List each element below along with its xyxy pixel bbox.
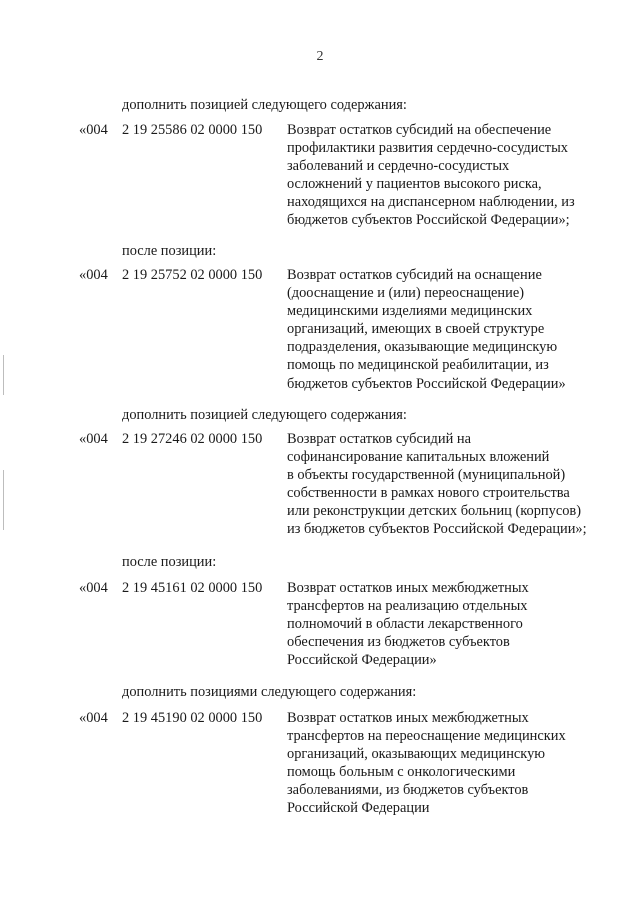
description-line: бюджетов субъектов Российской Федерации»; bbox=[287, 212, 570, 229]
description-line: профилактики развития сердечно-сосудистых bbox=[287, 140, 568, 157]
description-line: обеспечения из бюджетов субъектов bbox=[287, 634, 510, 651]
description-line: трансфертов на реализацию отдельных bbox=[287, 598, 528, 615]
description-line: заболеваниями, из бюджетов субъектов bbox=[287, 782, 529, 799]
budget-code: 2 19 45190 02 0000 150 bbox=[122, 710, 263, 726]
description-line: Возврат остатков субсидий на bbox=[287, 431, 471, 447]
budget-code: 2 19 27246 02 0000 150 bbox=[122, 431, 263, 447]
description-line: помощь по медицинской реабилитации, из bbox=[287, 357, 549, 374]
description-line: заболеваний и сердечно-сосудистых bbox=[287, 158, 510, 175]
description-line: осложнений у пациентов высокого риска, bbox=[287, 176, 542, 193]
description-line: (дооснащение и (или) переоснащение) bbox=[287, 285, 525, 302]
description-line: или реконструкции детских больниц (корпусов) bbox=[287, 503, 581, 520]
budget-code: 2 19 45161 02 0000 150 bbox=[122, 580, 263, 596]
description-line: Возврат остатков субсидий на оснащение bbox=[287, 267, 542, 283]
description-line: медицинскими изделиями медицинских bbox=[287, 303, 533, 320]
description-line: Российской Федерации bbox=[287, 800, 430, 817]
entry-quote-prefix: «004 bbox=[79, 431, 108, 447]
description-line: Возврат остатков иных межбюджетных bbox=[287, 710, 529, 726]
scan-margin-mark bbox=[3, 470, 4, 530]
budget-code: 2 19 25586 02 0000 150 bbox=[122, 122, 263, 138]
entry-quote-prefix: «004 bbox=[79, 122, 108, 138]
section-intro: после позиции: bbox=[122, 243, 217, 259]
description-line: Возврат остатков иных межбюджетных bbox=[287, 580, 529, 596]
description-line: софинансирование капитальных вложений bbox=[287, 449, 550, 466]
entry-description bbox=[287, 121, 612, 230]
description-line: трансфертов на переоснащение медицинских bbox=[287, 728, 566, 745]
description-line: организаций, имеющих в своей структуре bbox=[287, 321, 545, 338]
entry-description bbox=[287, 266, 612, 393]
section-intro: после позиции: bbox=[122, 554, 217, 570]
scan-margin-mark bbox=[3, 355, 4, 395]
section-intro: дополнить позицией следующего содержания: bbox=[122, 407, 407, 423]
section-intro: дополнить позицией следующего содержания: bbox=[122, 97, 407, 113]
description-line: подразделения, оказывающие медицинскую bbox=[287, 339, 558, 356]
page-number: 2 bbox=[316, 49, 324, 64]
section-intro: дополнить позициями следующего содержания: bbox=[122, 684, 417, 700]
description-line: находящихся на диспансерном наблюдении, из bbox=[287, 194, 575, 211]
budget-code: 2 19 25752 02 0000 150 bbox=[122, 267, 263, 283]
description-line: Возврат остатков субсидий на обеспечение bbox=[287, 122, 552, 138]
entry-description bbox=[287, 709, 612, 818]
description-line: бюджетов субъектов Российской Федерации» bbox=[287, 375, 566, 392]
entry-quote-prefix: «004 bbox=[79, 710, 108, 726]
description-line: собственности в рамках нового строительства bbox=[287, 485, 570, 502]
description-line: помощь больным с онкологическими bbox=[287, 764, 516, 781]
description-line: в объекты государственной (муниципальной) bbox=[287, 467, 566, 484]
description-line: Российской Федерации» bbox=[287, 652, 437, 669]
description-line: полномочий в области лекарственного bbox=[287, 616, 523, 633]
description-line: организаций, оказывающих медицинскую bbox=[287, 746, 546, 763]
entry-quote-prefix: «004 bbox=[79, 267, 108, 283]
description-line: из бюджетов субъектов Российской Федерации»; bbox=[287, 521, 587, 538]
entry-quote-prefix: «004 bbox=[79, 580, 108, 596]
entry-description bbox=[287, 430, 612, 539]
entry-description bbox=[287, 579, 612, 669]
